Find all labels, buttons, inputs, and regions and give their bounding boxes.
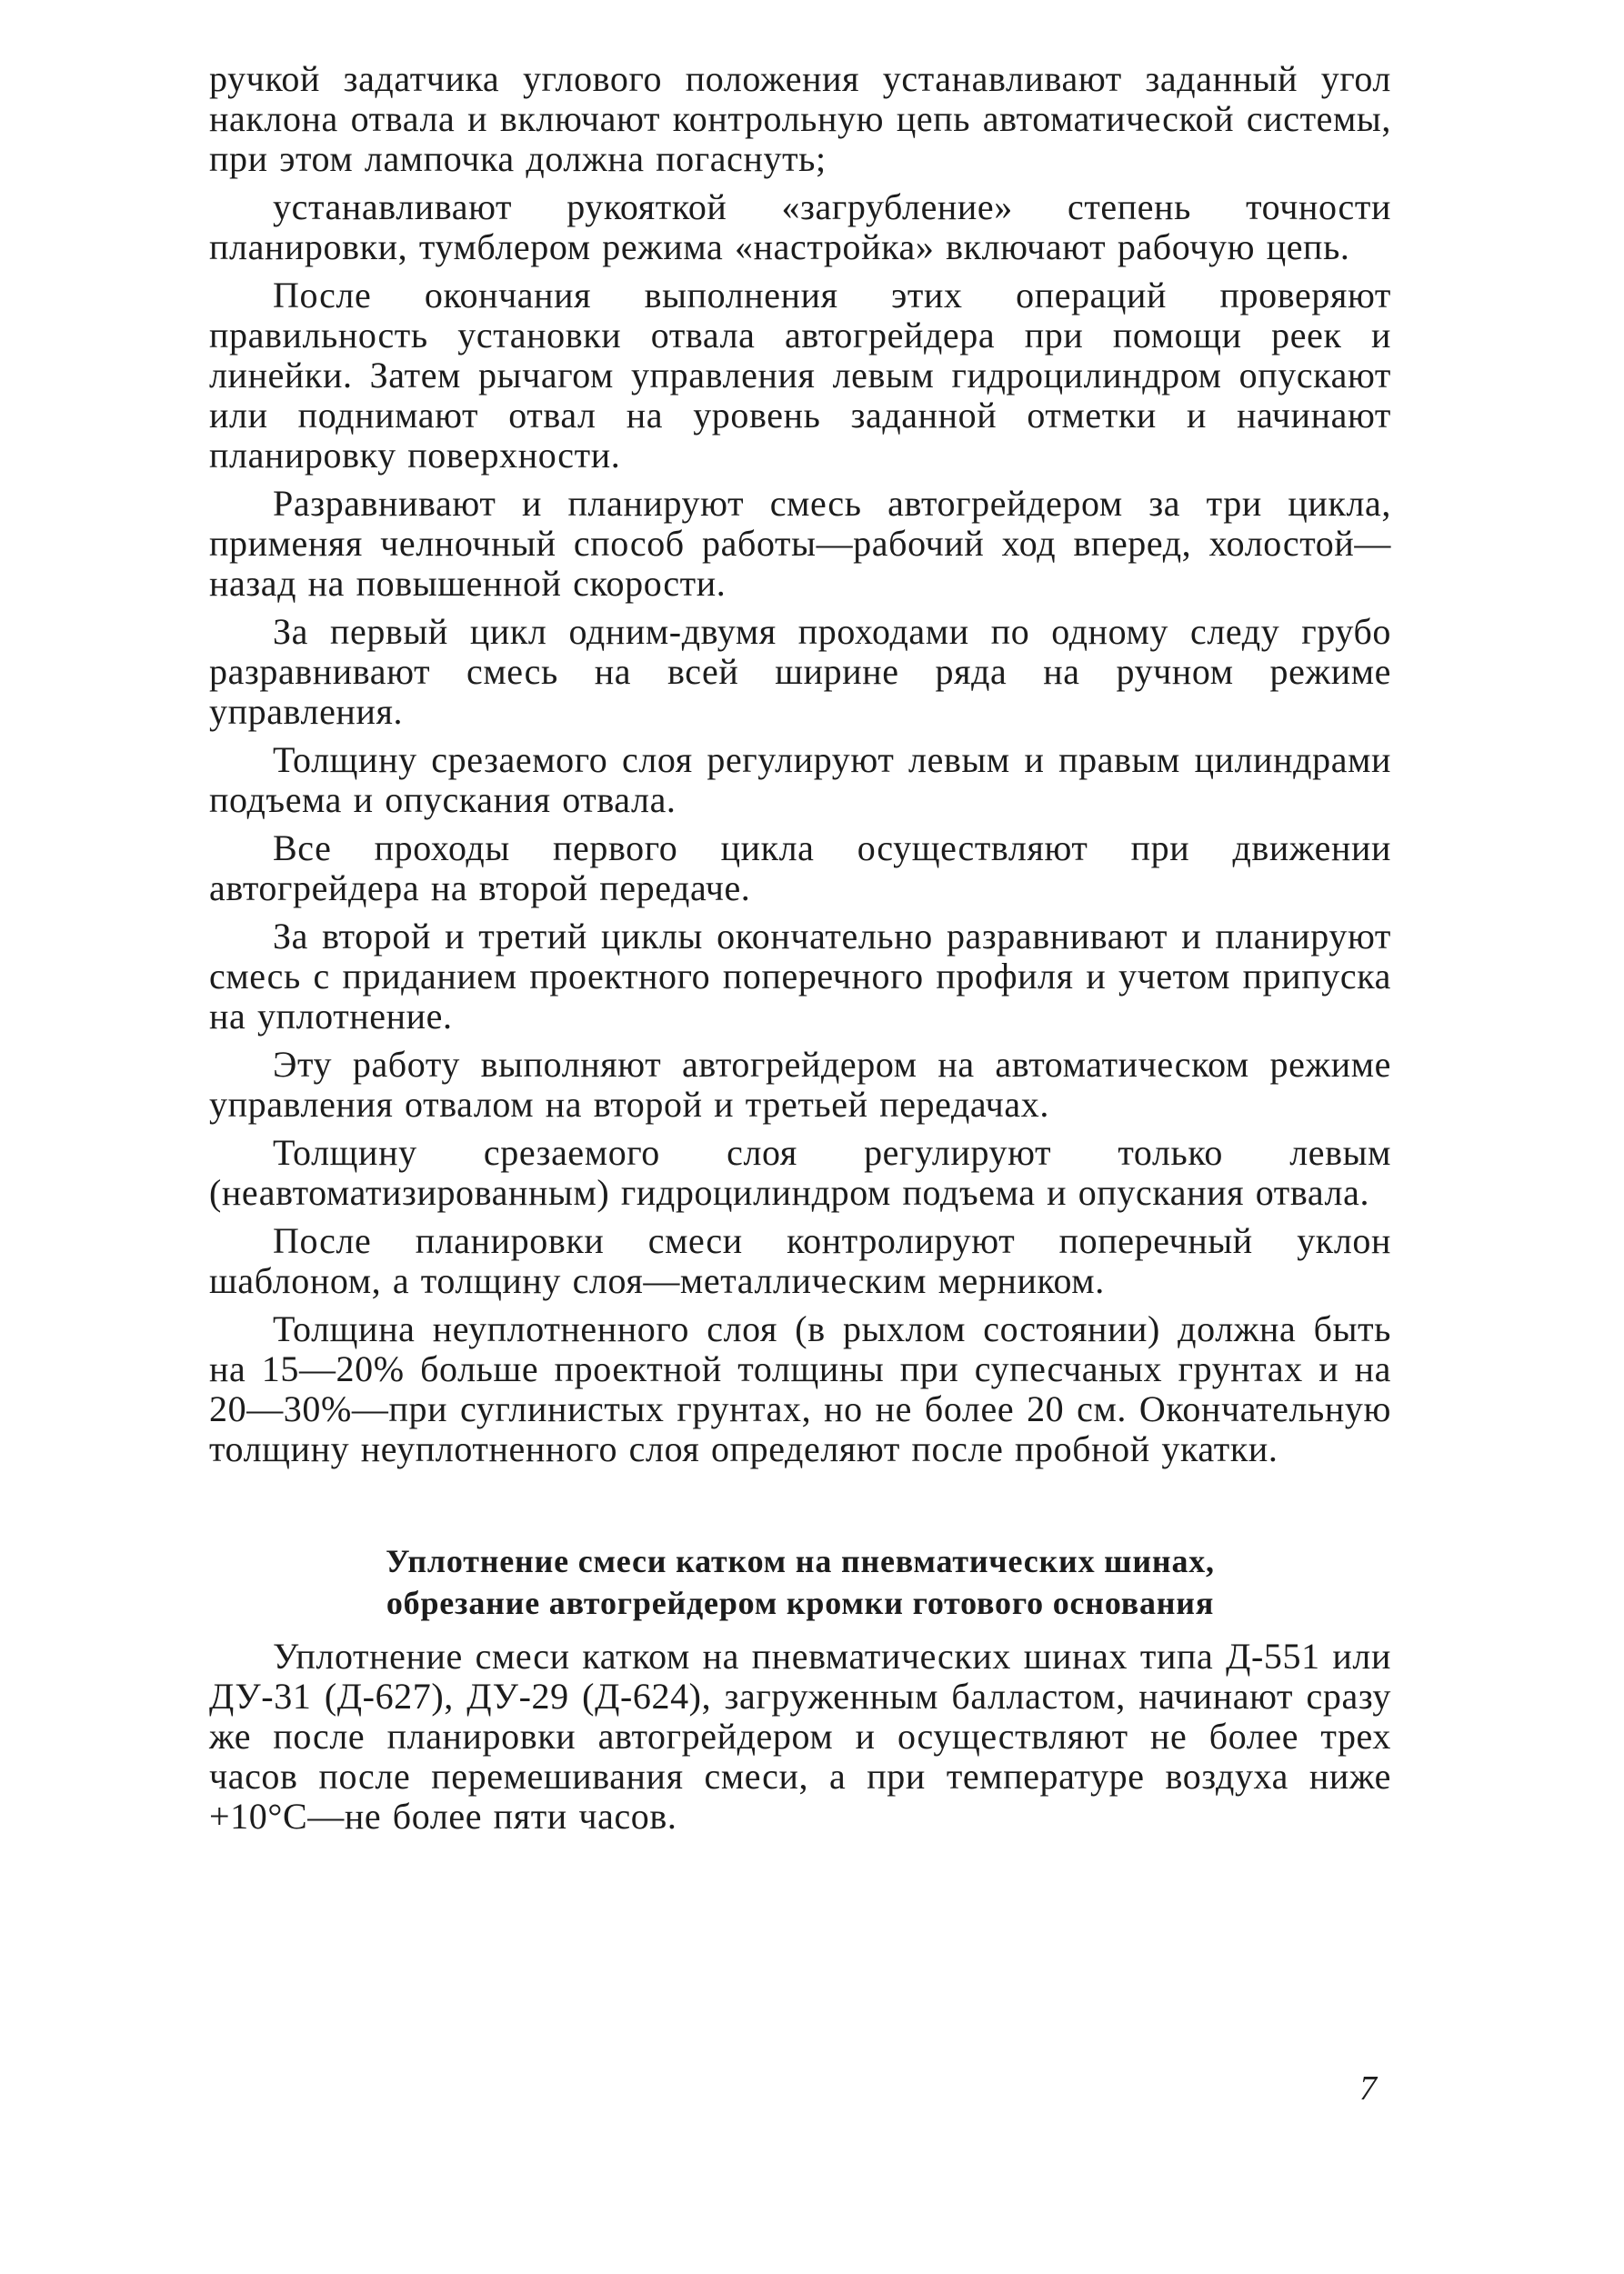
section-heading-line-2: обрезание автогрейдером кромки готового основания bbox=[386, 1585, 1215, 1621]
paragraph-7: Все проходы первого цикла осуществляют при движении автогрейдера на второй передаче. bbox=[209, 827, 1391, 908]
paragraph-5: За первый цикл одним-двумя проходами по одному следу грубо разравнивают смесь на всей ширине ряда на ручном режиме управления. bbox=[209, 611, 1391, 732]
page-body bbox=[209, 59, 1391, 1845]
paragraph-9: Эту работу выполняют автогрейдером на автоматическом режиме управления отвалом на второй и третьей передачах. bbox=[209, 1044, 1391, 1125]
paragraph-3: После окончания выполнения этих операций проверяют правильность установки отвала автогрейдера при помощи реек и линейки. Затем рычагом управления левым гидроцилиндром опускают или поднимают отвал на уровень заданной отметки и начинают планировку поверхности. bbox=[209, 275, 1391, 476]
paragraph-4: Разравнивают и планируют смесь автогрейдером за три цикла, применяя челночный способ работы—рабочий ход вперед, холостой—назад на повышенной скорости. bbox=[209, 483, 1391, 604]
section-heading bbox=[209, 1540, 1391, 1624]
paragraph-13: Уплотнение смеси катком на пневматических шинах типа Д-551 или ДУ-31 (Д-627), ДУ-29 (Д-624), загруженным балластом, начинают сразу же после планировки автогрейдером и осуществляют не более трех часов после перемешивания смеси, а при температуре воздуха ниже +10°С—не более пяти часов. bbox=[209, 1636, 1391, 1837]
paragraph-11: После планировки смеси контролируют поперечный уклон шаблоном, а толщину слоя—металлическим мерником. bbox=[209, 1220, 1391, 1301]
section-heading-line-1: Уплотнение смеси катком на пневматических шинах, bbox=[386, 1543, 1215, 1579]
paragraph-12: Толщина неуплотненного слоя (в рыхлом состоянии) должна быть на 15—20% больше проектной толщины при супесчаных грунтах и на 20—30%—при суглинистых грунтах, но не более 20 см. Окончательную толщину неуплотненного слоя определяют после пробной укатки. bbox=[209, 1308, 1391, 1469]
paragraph-1: ручкой задатчика углового положения устанавливают заданный угол наклона отвала и включают контрольную цепь автоматической системы, при этом лампочка должна погаснуть; bbox=[209, 58, 1391, 179]
page-number: 7 bbox=[1359, 2069, 1377, 2108]
paragraph-6: Толщину срезаемого слоя регулируют левым и правым цилиндрами подъема и опускания отвала. bbox=[209, 739, 1391, 820]
paragraph-8: За второй и третий циклы окончательно разравнивают и планируют смесь с приданием проектного поперечного профиля и учетом припуска на уплотнение. bbox=[209, 916, 1391, 1037]
paragraph-2: устанавливают рукояткой «загрубление» степень точности планировки, тумблером режима «настройка» включают рабочую цепь. bbox=[209, 186, 1391, 267]
paragraph-10: Толщину срезаемого слоя регулируют только левым (неавтоматизированным) гидроцилиндром подъема и опускания отвала. bbox=[209, 1132, 1391, 1213]
